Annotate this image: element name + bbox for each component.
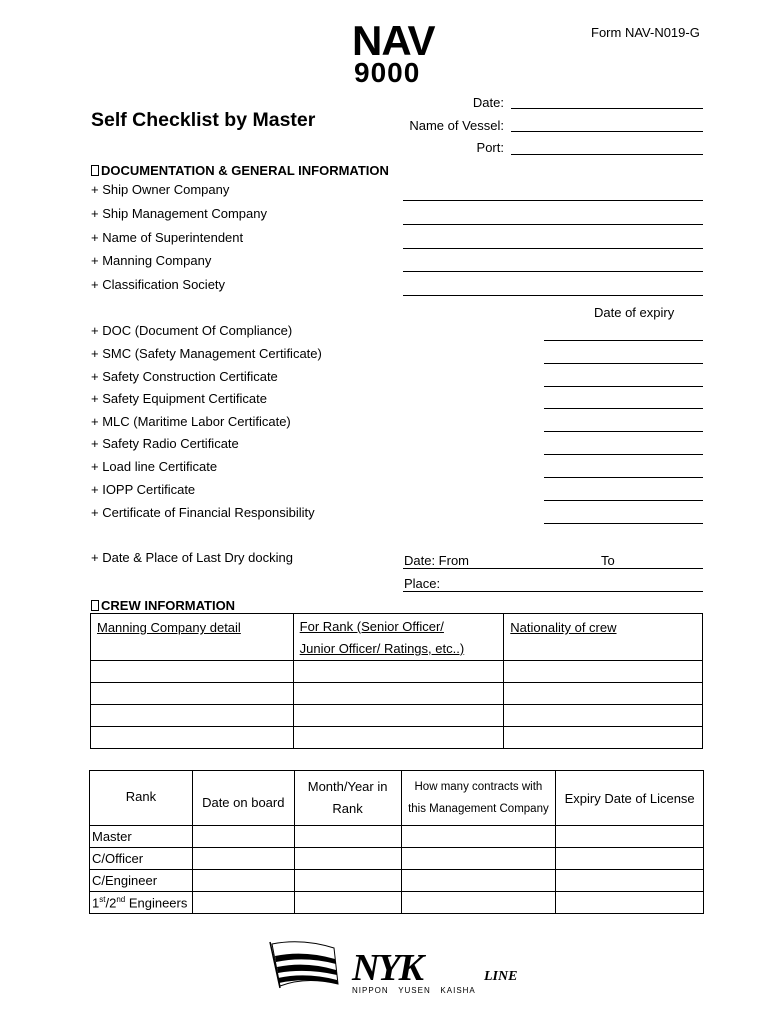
certificate-item: + SMC (Safety Management Certificate) [91, 346, 322, 361]
table-cell[interactable] [401, 870, 556, 892]
section-crew [91, 598, 257, 613]
page-title: Self Checklist by Master [91, 109, 316, 131]
dry-dock-place-field[interactable] [403, 591, 703, 592]
table-cell[interactable] [401, 826, 556, 848]
nationality-header: Nationality of crew [510, 620, 617, 635]
date-label: Date: [472, 95, 504, 110]
date-to-label: To [601, 553, 615, 568]
logo-nav: NAV [352, 22, 435, 64]
table-cell[interactable] [556, 870, 704, 892]
section-crew-title: CREW INFORMATION [101, 598, 257, 614]
month-year-header-2: Rank [332, 801, 363, 816]
form-number: Form NAV-N019-G [591, 25, 700, 40]
vessel-name-field[interactable] [511, 131, 703, 132]
certificate-item: + Safety Equipment Certificate [91, 391, 267, 406]
ship-owner-field[interactable] [403, 200, 703, 201]
nyk-brand: NYK [352, 947, 422, 989]
table-cell[interactable] [91, 705, 294, 727]
rank-header: Rank [90, 771, 193, 826]
table-cell[interactable] [401, 892, 556, 914]
general-item: + Name of Superintendent [91, 230, 244, 245]
certificate-item: + Safety Construction Certificate [91, 369, 278, 384]
expiry-field[interactable] [544, 340, 703, 341]
table-row [91, 727, 703, 749]
table-cell[interactable] [293, 727, 504, 749]
table-cell[interactable] [294, 870, 401, 892]
section-documentation-title: DOCUMENTATION & GENERAL INFORMATION [101, 163, 389, 178]
expiry-field[interactable] [544, 523, 703, 524]
expiry-field[interactable] [544, 477, 703, 478]
date-from-label: Date: From [404, 553, 470, 568]
dry-docking-label: + Date & Place of Last Dry docking [91, 550, 293, 565]
table-row [91, 705, 703, 727]
month-year-header-1: Month/Year in [307, 779, 388, 794]
superintendent-field[interactable] [403, 248, 703, 249]
rank-part: Engineers [125, 895, 188, 911]
for-rank-header-2: Junior Officer/ Ratings, etc..) [299, 641, 465, 656]
table-cell[interactable] [192, 892, 294, 914]
rank-part: 1 [92, 895, 100, 911]
rank-superscript: st [99, 895, 106, 904]
expiry-field[interactable] [544, 431, 703, 432]
certificate-item: + DOC (Document Of Compliance) [91, 323, 293, 338]
rank-cell [90, 892, 193, 914]
section-documentation [91, 163, 389, 178]
general-item: + Classification Society [91, 277, 226, 292]
crew-header-cell [504, 614, 703, 661]
certificate-item: + Safety Radio Certificate [91, 436, 239, 451]
table-cell[interactable] [556, 848, 704, 870]
table-cell[interactable] [504, 705, 703, 727]
table-cell[interactable] [556, 826, 704, 848]
expiry-header: Date of expiry [594, 305, 675, 320]
general-item: + Ship Management Company [91, 206, 267, 221]
table-cell[interactable] [293, 705, 504, 727]
date-on-board-header: Date on board [192, 771, 294, 826]
rank-cell: C/Officer [90, 848, 193, 870]
flag-icon [270, 942, 338, 988]
general-item: + Manning Company [91, 253, 212, 268]
expiry-field[interactable] [544, 500, 703, 501]
contracts-header-2: this Management Company [408, 803, 549, 815]
certificate-item: + Certificate of Financial Responsibility [91, 505, 315, 520]
rank-cell: C/Engineer [90, 870, 193, 892]
table-cell[interactable] [556, 892, 704, 914]
port-field[interactable] [511, 154, 703, 155]
contracts-header [401, 771, 556, 826]
table-row [91, 661, 703, 683]
table-cell[interactable] [293, 683, 504, 705]
expiry-field[interactable] [544, 386, 703, 387]
table-cell[interactable] [294, 892, 401, 914]
table-cell[interactable] [504, 683, 703, 705]
table-cell[interactable] [192, 826, 294, 848]
crew-header-cell [91, 614, 294, 661]
rank-part: /2 [105, 895, 117, 911]
nyk-line-logo [266, 940, 538, 999]
table-cell[interactable] [192, 848, 294, 870]
nyk-line-text: LINE [484, 969, 518, 984]
table-cell[interactable] [91, 727, 294, 749]
rank-cell: Master [90, 826, 193, 848]
manning-detail-header: Manning Company detail [97, 620, 241, 635]
rank-table [89, 770, 704, 914]
expiry-field[interactable] [544, 454, 703, 455]
contracts-header-1: How many contracts with [414, 781, 543, 793]
table-row [91, 683, 703, 705]
table-row [90, 848, 704, 870]
manning-company-field[interactable] [403, 271, 703, 272]
expiry-license-header: Expiry Date of License [556, 771, 704, 826]
date-field[interactable] [511, 108, 703, 109]
expiry-field[interactable] [544, 363, 703, 364]
table-cell[interactable] [91, 661, 294, 683]
table-cell[interactable] [293, 661, 504, 683]
table-row [90, 870, 704, 892]
table-cell[interactable] [504, 727, 703, 749]
table-row [90, 892, 704, 914]
table-cell[interactable] [294, 826, 401, 848]
table-cell[interactable] [401, 848, 556, 870]
certificate-item: + IOPP Certificate [91, 482, 196, 497]
place-label: Place: [404, 576, 441, 591]
rank-table-header [90, 771, 704, 826]
nav9000-logo [352, 22, 476, 87]
table-row [90, 826, 704, 848]
rank-superscript: nd [116, 895, 126, 904]
table-cell[interactable] [91, 683, 294, 705]
certificate-item: + Load line Certificate [91, 459, 218, 474]
crew-table [90, 613, 703, 749]
month-year-header [294, 771, 401, 826]
crew-header-cell [293, 614, 504, 661]
logo-9000: 9000 [354, 57, 421, 84]
crew-table-header [91, 614, 703, 661]
vessel-name-label: Name of Vessel: [409, 118, 504, 133]
dry-dock-date-field[interactable] [403, 568, 703, 569]
table-cell[interactable] [192, 870, 294, 892]
for-rank-header: For Rank (Senior Officer/ [299, 619, 444, 634]
ship-management-field[interactable] [403, 224, 703, 225]
checkbox-icon [91, 600, 99, 611]
table-cell[interactable] [504, 661, 703, 683]
certificate-item: + MLC (Maritime Labor Certificate) [91, 414, 291, 429]
classification-society-field[interactable] [403, 295, 703, 296]
nyk-sub: NIPPON YUSEN KAISHA [352, 986, 476, 995]
expiry-field[interactable] [544, 408, 703, 409]
checkbox-icon [91, 165, 99, 176]
port-label: Port: [476, 140, 504, 155]
general-item: + Ship Owner Company [91, 182, 230, 197]
table-cell[interactable] [294, 848, 401, 870]
